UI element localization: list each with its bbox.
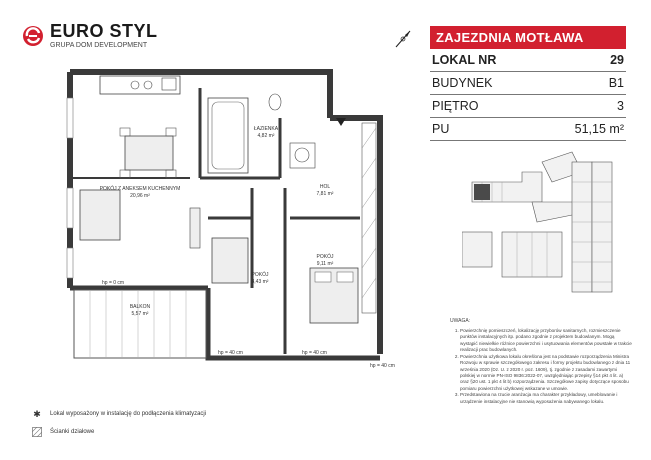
notes-heading: UWAGA: [450, 318, 471, 324]
note-item: 2. Powierzchnia użytkowa lokalu określona jest na podstawie rozporządzenia Ministra Rozwoju w sprawie szczegółowego zakresu i formy projektu budowlanego z dnia 11 września 2020 (Dz. U. z 2020 r. poz. 1609), tj. zgodnie z zasadami zawartymi polskiej w normie PN-ISO 9836:2022-07, uwzględniając przepisy §14 pkt 4 lit. a) oraz §20 ust. 1 pkt 4 lit b) rozporządzenia. Szczegółowe zapisy dotyczące sposobu pomiaru powierzchni użytkowej wskazane w umowie. [460, 354, 632, 393]
asterisk-icon: ✱ [33, 408, 41, 419]
hatch-swatch-icon [32, 427, 42, 437]
note-item: 1. Powierzchnię pomieszczeń, lokalizację przyborów sanitarnych, rozmieszczenie punktów instalacyjnych itp. podano zgodnie z projektem budowlanym. Mogą wystąpić niewielkie różnice powierzchni i usytuowania elementów powstałe w trakcie realizacji prac budowlanych. [460, 328, 632, 354]
room-hall-area: 7,81 m² [316, 191, 334, 197]
eurostyl-logo-icon [22, 25, 44, 47]
notes [450, 318, 632, 405]
dim-hp-1: hp = 0 cm [102, 280, 125, 286]
room-2-name: POKÓJ [316, 254, 334, 260]
room-balcony-name: BALKON [129, 304, 151, 310]
row-pu: PU 51,15 m² [430, 118, 626, 141]
room-1-area: 8,43 m² [251, 279, 269, 285]
row-lokal: LOKAL NR 29 [430, 49, 626, 72]
dim-hp-3: hp = 40 cm [302, 350, 327, 356]
row-pietro: PIĘTRO 3 [430, 95, 626, 118]
room-bath-area: 4,82 m² [257, 133, 275, 139]
dim-hp-4: hp = 40 cm [370, 363, 395, 369]
floor-plan [40, 58, 400, 378]
room-balcony-area: 5,57 m² [131, 311, 149, 317]
room-living-name: POKÓJ Z ANEKSEM KUCHENNYM [99, 186, 181, 192]
room-hall-name: HOL [319, 184, 331, 190]
project-title: ZAJEZDNIA MOTŁAWA [430, 26, 626, 49]
room-1-name: POKÓJ [251, 272, 269, 278]
dim-hp-2: hp = 40 cm [218, 350, 243, 356]
brand-tagline: GRUPA DOM DEVELOPMENT [50, 42, 148, 49]
row-budynek: BUDYNEK B1 [430, 72, 626, 95]
brand-name: EURO STYL [50, 21, 158, 41]
room-bath-name: ŁAZIENKA [253, 126, 279, 132]
unit-highlight [474, 184, 490, 200]
room-living-area: 20,96 m² [130, 193, 150, 199]
legend [32, 406, 206, 442]
legend-item-partition: Ścianki działowe [32, 424, 206, 440]
info-panel [430, 26, 626, 141]
legend-item-ac: ✱ Lokal wyposażony w instalację do podłączenia klimatyzacji [33, 408, 207, 419]
compass-icon [392, 28, 414, 50]
site-key-plan [462, 142, 632, 302]
note-item: 3. Przedstawiona na rzucie aranżacja ma charakter przykładowy, umeblowanie i urządzenie instalacyjne nie stanowią wyposażenia nabywanego lokalu. [460, 392, 632, 405]
room-2-area: 9,11 m² [316, 261, 334, 267]
brand-logo [22, 22, 158, 49]
